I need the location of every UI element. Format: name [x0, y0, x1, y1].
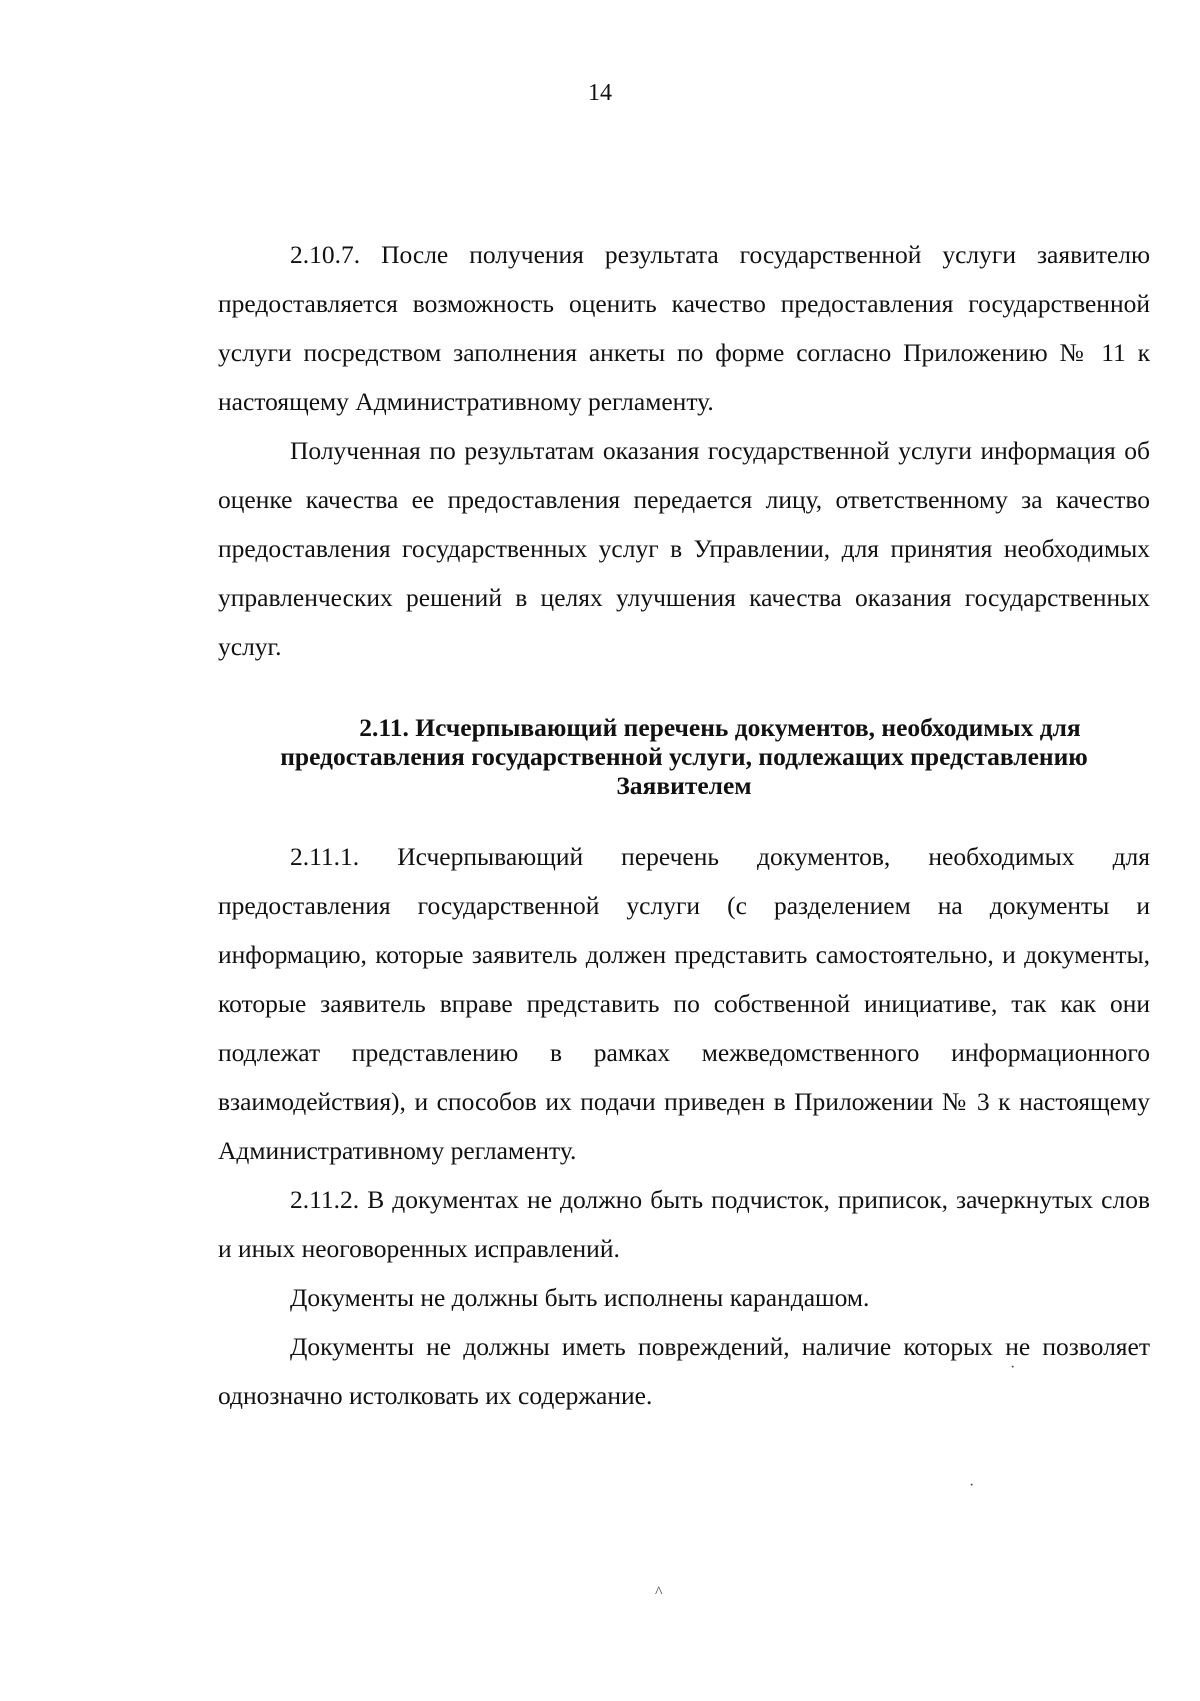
scan-dot-mark: ·: [1010, 1359, 1016, 1376]
section-heading-2-11: [218, 713, 1150, 800]
document-body: [218, 230, 1150, 1420]
section-heading-line-3: Заявителем: [616, 771, 752, 800]
paragraph-quality-info: Полученная по результатам оказания государственной услуги информация об оценке качества ее предоставления передается лицу, ответственному за качество предоставления государственных услуг в Управлении, для принятия необходимых управленческих решений в целях улучшения качества оказания государственных услуг.: [218, 436, 1150, 661]
scan-caret-mark: ^: [655, 1584, 663, 1601]
page-number: 14: [588, 80, 612, 106]
paragraph-2-11-1: 2.11.1. Исчерпывающий перечень документов, необходимых для предоставления государственной услуги (с разделением на документы и информацию, которые заявитель должен представить самостоятельно, и документы, которые заявитель вправе представить по собственной инициативе, так как они подлежат представлению в рамках межведомственного информационного взаимодействия), и способов их подачи приведен в Приложении № 3 к настоящему Административному регламенту.: [218, 842, 1150, 1165]
section-heading-line-2: предоставления государственной услуги, подлежащих представлению: [280, 742, 1088, 771]
section-heading-line-1: 2.11. Исчерпывающий перечень документов, необходимых для: [359, 713, 1081, 742]
paragraph-2-10-7: 2.10.7. После получения результата государственной услуги заявителю предоставляется возможность оценить качество предоставления государственной услуги посредством заполнения анкеты по форме согласно Приложению № 11 к настоящему Административному регламенту.: [218, 240, 1150, 416]
paragraph-2-11-2: 2.11.2. В документах не должно быть подчисток, приписок, зачеркнутых слов и иных неоговоренных исправлений.: [218, 1185, 1150, 1263]
scan-dot-mark: ·: [969, 1477, 975, 1494]
paragraph-no-damage: Документы не должны иметь повреждений, наличие которых не позволяет однозначно истолковать их содержание.: [218, 1332, 1150, 1410]
paragraph-no-pencil: Документы не должны быть исполнены карандашом.: [290, 1283, 870, 1312]
